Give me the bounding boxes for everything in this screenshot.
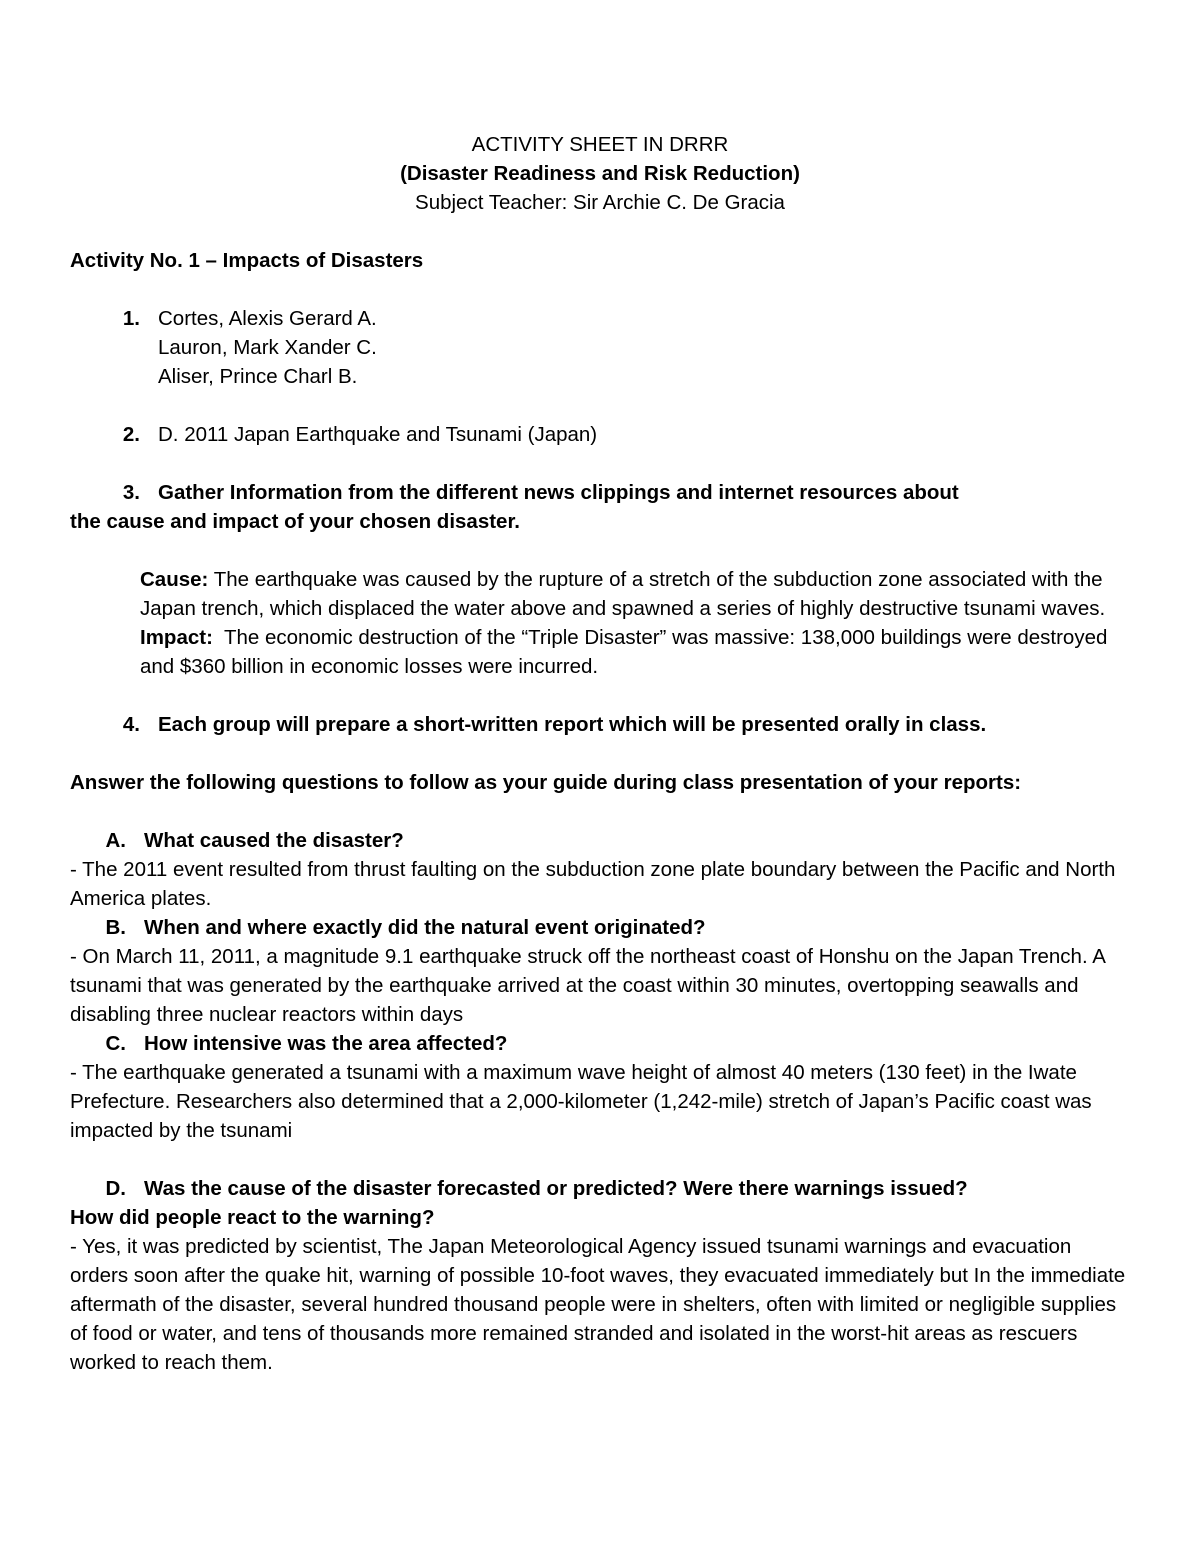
question-d (70, 1174, 1130, 1203)
answer-d: - Yes, it was predicted by scientist, The Japan Meteorological Agency issued tsunami warnings and evacuation orders soon after the quake hit, warning of possible 10-foot waves, they evacuated immediately but In the immediate aftermath of the disaster, several hundred thousand people were in shelters, often with limited or negligible supplies of food or water, and tens of thousands more remained stranded and isolated in the worst-hit areas as rescuers worked to reach them. (70, 1235, 1126, 1374)
impact-text: The economic destruction of the “Triple Disaster” was massive: 138,000 buildings were destroyed and $360 billion in economic losses were incurred. (140, 626, 1108, 678)
item-4-instruction: Each group will prepare a short-written report which will be presented orally in class. (158, 713, 987, 736)
document-subtitle: (Disaster Readiness and Risk Reduction) (400, 162, 800, 185)
list-item-4 (70, 710, 1130, 739)
item-3-instruction-cont: the cause and impact of your chosen disaster. (70, 510, 520, 533)
member-name: Cortes, Alexis Gerard A. (158, 307, 377, 330)
cause-impact-block (140, 565, 1130, 681)
activity-title: Activity No. 1 – Impacts of Disasters (70, 249, 424, 272)
answer-c: - The earthquake generated a tsunami with a maximum wave height of almost 40 meters (130 feet) in the Iwate Prefecture. Researchers also determined that a 2,000-kilometer (1,242-mile) stretch of Japan’s Pacific coast was impacted by the tsunami (70, 1061, 1092, 1142)
member-name: Lauron, Mark Xander C. (158, 336, 377, 359)
chosen-disaster: D. 2011 Japan Earthquake and Tsunami (Japan) (158, 423, 598, 446)
question-a (70, 826, 1130, 855)
document-title: ACTIVITY SHEET IN DRRR (471, 133, 729, 156)
list-number: 2. (122, 423, 140, 446)
answer-a: - The 2011 event resulted from thrust faulting on the subduction zone plate boundary between the Pacific and North America plates. (70, 858, 1116, 910)
list-number: 4. (122, 713, 140, 736)
question-letter: A. (105, 829, 126, 852)
question-text: How intensive was the area affected? (144, 1032, 508, 1055)
subject-teacher-text: Subject Teacher: Sir Archie C. De Gracia (415, 191, 785, 214)
document-header (70, 130, 1130, 217)
list-item-2 (70, 420, 1130, 449)
impact-label: Impact: (140, 626, 213, 649)
question-letter: B. (105, 916, 126, 939)
cause-label: Cause: (140, 568, 209, 591)
list-number: 1. (122, 307, 140, 330)
question-letter: D. (105, 1177, 126, 1200)
cause-paragraph (140, 565, 1130, 623)
item-3-instruction: Gather Information from the different news clippings and internet resources about (158, 481, 959, 504)
question-b (70, 913, 1130, 942)
answer-b: - On March 11, 2011, a magnitude 9.1 earthquake struck off the northeast coast of Honshu on the Japan Trench. A tsunami that was generated by the earthquake arrived at the coast within 30 minutes, overtopping seawalls and disabling three nuclear reactors within days (70, 945, 1105, 1026)
question-letter: C. (105, 1032, 126, 1055)
question-d-cont: How did people react to the warning? (70, 1206, 435, 1229)
member-name: Aliser, Prince Charl B. (158, 365, 358, 388)
cause-text: The earthquake was caused by the rupture of a stretch of the subduction zone associated with the Japan trench, which displaced the water above and spawned a series of highly destructive tsunami waves. (140, 568, 1106, 620)
question-text: What caused the disaster? (144, 829, 404, 852)
impact-paragraph (140, 623, 1130, 681)
group-members (158, 304, 377, 391)
document-body (70, 130, 1130, 1377)
question-c (70, 1029, 1130, 1058)
question-text: Was the cause of the disaster forecasted or predicted? Were there warnings issued? (144, 1177, 968, 1200)
list-item-1 (70, 304, 1130, 391)
questions-intro: Answer the following questions to follow as your guide during class presentation of your reports: (70, 771, 1022, 794)
list-number: 3. (122, 481, 140, 504)
list-item-3 (70, 478, 1130, 507)
question-text: When and where exactly did the natural event originated? (144, 916, 706, 939)
subject-teacher (70, 188, 1130, 217)
